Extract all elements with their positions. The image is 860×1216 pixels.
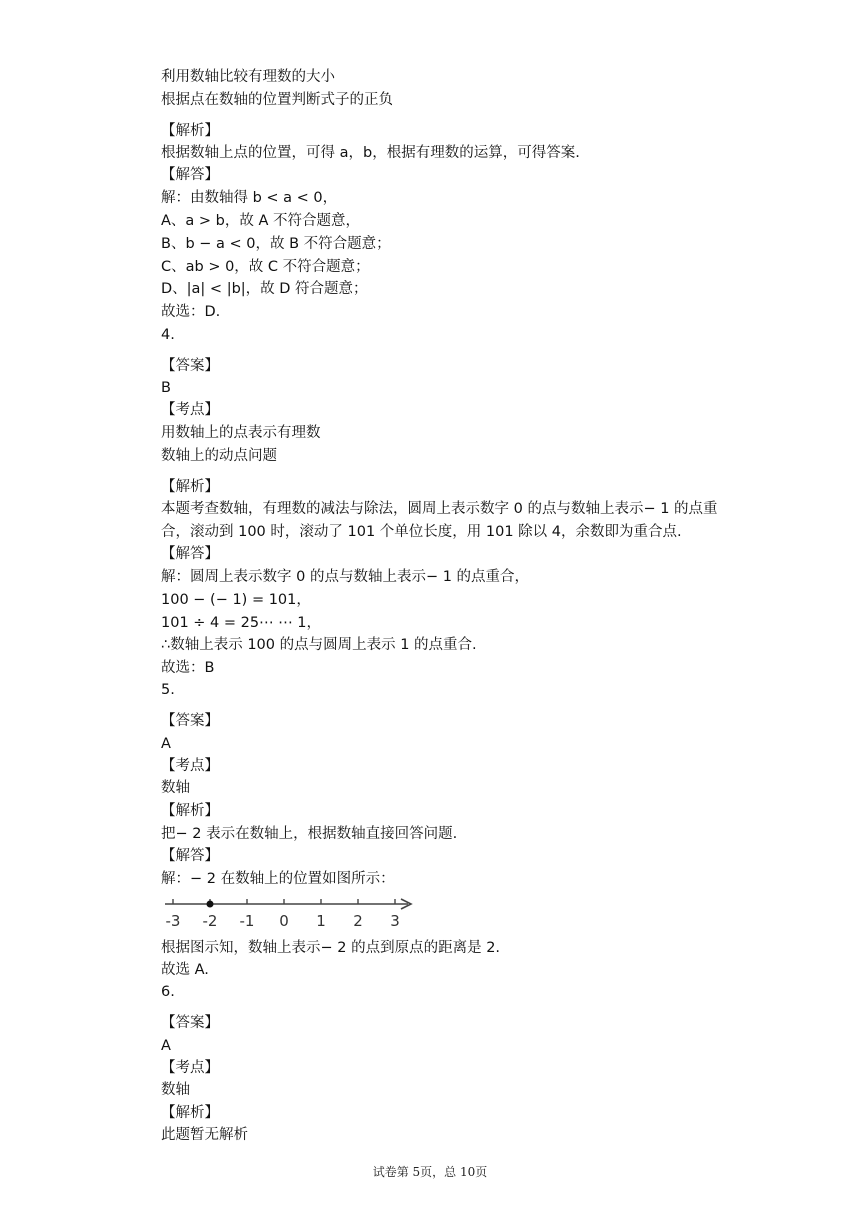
text-line: 故选：B xyxy=(161,660,215,676)
text-line: 根据图示知，数轴上表示− 2 的点到原点的距离是 2. xyxy=(161,940,501,956)
text-line: 100 − (− 1) = 101， xyxy=(161,592,311,608)
text-line: 用数轴上的点表示有理数 xyxy=(161,425,321,441)
text-line: ∴数轴上表示 100 的点与圆周上表示 1 的点重合. xyxy=(161,637,477,653)
section-heading: 【解析】 xyxy=(161,803,219,819)
number-line-figure xyxy=(161,896,421,932)
text-line: 根据数轴上点的位置，可得 a，b，根据有理数的运算，可得答案. xyxy=(161,145,580,161)
text-line: 故选 A. xyxy=(161,962,209,978)
section-heading: 【解答】 xyxy=(161,167,219,183)
text-line: B、b − a < 0，故 B 不符合题意； xyxy=(161,236,391,252)
text-line: 解：圆周上表示数字 0 的点与数轴上表示− 1 的点重合， xyxy=(161,569,530,585)
text-line: 把− 2 表示在数轴上，根据数轴直接回答问题. xyxy=(161,826,458,842)
number-line-tick-label: -1 xyxy=(239,912,255,930)
section-heading: 【考点】 xyxy=(161,402,219,418)
page-footer: 试卷第 5页，总 10页 xyxy=(372,1165,488,1179)
section-heading: 【解析】 xyxy=(161,123,219,139)
text-line: D、|a| < |b|，故 D 符合题意； xyxy=(161,281,368,297)
text-line: A、a > b，故 A 不符合题意， xyxy=(161,213,361,229)
section-heading: 【解析】 xyxy=(161,1105,219,1121)
text-line: 故选：D. xyxy=(161,304,221,320)
text-line: 解：由数轴得 b < a < 0， xyxy=(161,190,338,206)
section-heading: 【答案】 xyxy=(161,358,219,374)
question-number: 6. xyxy=(161,984,175,1000)
section-heading: 【答案】 xyxy=(161,1015,219,1031)
number-line-tick-label: 1 xyxy=(316,912,326,930)
section-heading: 【考点】 xyxy=(161,1060,219,1076)
text-line: 数轴 xyxy=(161,1082,190,1098)
section-heading: 【解答】 xyxy=(161,546,219,562)
section-heading: 【解析】 xyxy=(161,479,219,495)
section-heading: 【解答】 xyxy=(161,848,219,864)
text-line: 此题暂无解析 xyxy=(161,1127,248,1143)
number-line-tick-label: 0 xyxy=(279,912,289,930)
text-line: 101 ÷ 4 = 25⋯ ⋯ 1， xyxy=(161,615,322,631)
text-line: 根据点在数轴的位置判断式子的正负 xyxy=(161,92,393,108)
section-heading: 【考点】 xyxy=(161,758,219,774)
answer-value: A xyxy=(161,1038,171,1054)
question-number: 5. xyxy=(161,682,175,698)
number-line-labels xyxy=(166,912,400,930)
text-line: 本题考查数轴，有理数的减法与除法，圆周上表示数字 0 的点与数轴上表示− 1 的点重 xyxy=(161,501,718,517)
text-line: C、ab > 0，故 C 不符合题意； xyxy=(161,259,370,275)
text-line: 解：− 2 在数轴上的位置如图所示： xyxy=(161,871,395,887)
number-line-tick-label: 2 xyxy=(353,912,363,930)
answer-value: B xyxy=(161,380,171,396)
text-line: 合，滚动到 100 时，滚动了 101 个单位长度，用 101 除以 4，余数即为重合点. xyxy=(161,524,682,540)
question-number: 4. xyxy=(161,327,175,343)
marked-point xyxy=(207,901,214,908)
section-heading: 【答案】 xyxy=(161,713,219,729)
number-line-tick-label: -3 xyxy=(165,912,181,930)
answer-value: A xyxy=(161,736,171,752)
text-line: 利用数轴比较有理数的大小 xyxy=(161,69,335,85)
text-line: 数轴上的动点问题 xyxy=(161,448,277,464)
text-line: 数轴 xyxy=(161,780,190,796)
number-line-tick-label: -2 xyxy=(202,912,218,930)
number-line-tick-label: 3 xyxy=(390,912,400,930)
